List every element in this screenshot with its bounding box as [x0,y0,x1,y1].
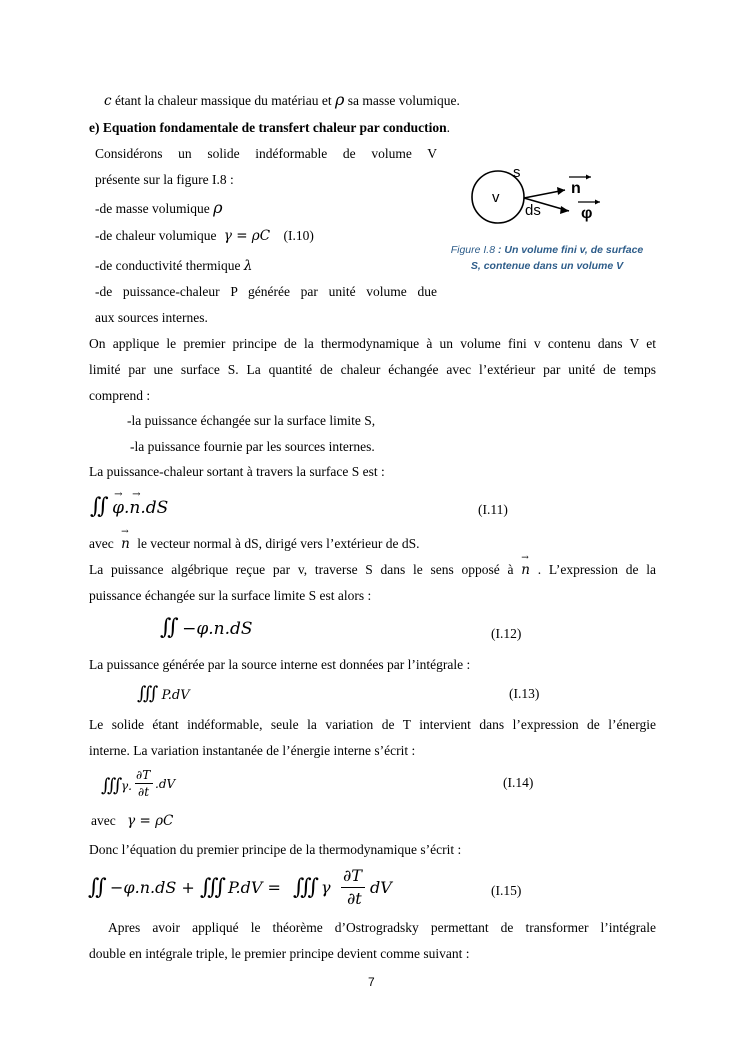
n-arrow-glyph: → [132,489,141,500]
label-ds: ds [525,202,541,219]
label-s: s [513,164,521,181]
intro-line-3 [95,198,223,217]
phi-vector-bar-head [595,200,600,205]
donc-line: Donc l’équation du premier principe de la thermodynamique s’écrit : [89,842,462,857]
n-arrow-2: → [521,553,529,563]
double-integral: ∬ [90,494,109,519]
eq11-expr [112,489,169,518]
para2-text-b: . L’expression de la [537,562,657,577]
para1-line-1: On applique le premier principe de la thermodynamique à un volume fini v contenu dans V et [89,336,656,351]
eq14-den-t: ∂t [138,785,150,799]
eq15-den-t: ∂t [347,889,362,908]
figure-caption [447,242,647,274]
heading-label: e) Equation fondamentale de transfert chaleur par conduction [89,120,447,135]
n-symbol [121,527,130,552]
equation-i13 [137,683,190,704]
chaleur-vol-text: -de chaleur volumique [95,228,217,243]
n-vector-bar-head [586,175,591,180]
equation-i11 [90,489,169,519]
double-integral-2: ∬ [160,615,179,640]
triple-integral: ∭ [137,683,159,704]
triple-integral-4: ∭ [293,875,320,900]
eq14-tail: .dV [155,777,176,791]
symbol-rho: ρ [334,90,345,109]
conductivite-text: -de conductivité thermique [95,258,241,273]
eq14-gamma: γ. [121,779,132,793]
eq14-num-T: ∂T [136,768,151,782]
normal-description: le vecteur normal à dS, dirigé vers l’extérieur de dS. [137,536,420,551]
eq-num-i15: (I.15) [491,883,522,898]
caption-text: : Un volume fini v, de surface S, contenue dans un volume V [470,244,644,272]
avec-word-2: avec [91,813,116,828]
para2-line-1 [89,553,657,578]
para3-line-2: interne. La variation instantanée de l’énergie interne s’écrit : [89,743,416,758]
label-phi: φ [581,205,593,222]
sortant-line: La puissance-chaleur sortant à travers la surface S est : [89,464,385,479]
n-arrow: → [121,527,129,537]
source-line: La puissance générée par la source interne est données par l’intégrale : [89,657,471,672]
eq15-part1: −φ.n.dS + [110,878,195,897]
massique-line [104,90,460,109]
eq-num-i13: (I.13) [509,686,540,701]
para1-line-2: limité par une surface S. La quantité de chaleur échangée avec l’extérieur par unité de temps [89,362,656,377]
n-symbol-2 [521,553,530,578]
figure-i8 [465,160,630,230]
phi-arrow-glyph: → [114,489,123,500]
eq12-expr: −φ.n.dS [182,619,253,639]
label-v: v [492,189,500,206]
avec-gamma-line [91,813,173,829]
intro-line-4 [95,228,314,244]
eq-num-i10: (I.10) [283,228,314,243]
eq15-fraction-bar [341,887,365,888]
para1-line-3: comprend : [89,388,151,403]
masse-vol-text: -de masse volumique [95,201,210,216]
equation-i12 [160,615,253,640]
eq15-num-T: ∂T [343,866,362,885]
eq15-gamma: γ [321,878,331,897]
page-number: 7 [368,975,375,989]
para4-line-2: double en intégrale triple, le premier principe devient comme suivant : [89,946,470,961]
intro-line-6: -de puissance-chaleur P générée par unité volume due [95,284,437,299]
caption-prefix: Figure I.8 [450,244,498,256]
para2-line-2: puissance échangée sur la surface limite S est alors : [89,588,372,603]
double-integral-3: ∬ [88,875,107,900]
symbol-rho-2: ρ [213,198,223,217]
para3-line-1: Le solide étant indéformable, seule la variation de T intervient dans l’expression de l’énergie [89,717,656,732]
n-symbol-2-text: n [521,562,530,578]
avec-word: avec [89,536,114,551]
bullet-1: -la puissance échangée sur la surface limite S, [127,413,376,428]
intro-line-5 [95,258,252,274]
heading-dot: . [446,120,450,135]
section-heading-e [89,120,450,136]
para2-text-a: La puissance algébrique reçue par v, traverse S dans le sens opposé à [89,562,514,577]
eq15-tail: dV [370,878,392,897]
avec-n-line [89,527,420,552]
triple-integral-2: ∭ [101,775,123,796]
massique-text: étant la chaleur massique du matériau et [114,93,332,108]
eq14-fraction-bar [135,783,153,784]
eq-num-i11: (I.11) [478,502,508,517]
symbol-c: c [104,93,112,109]
eq-num-i12: (I.12) [491,626,522,641]
eq15-part2: P.dV = [228,878,281,897]
masse-text: sa masse volumique. [347,93,460,108]
eq11-expr-text: φ.n.dS [112,498,169,518]
gamma-eq: γ = ρC [223,228,271,244]
eq-num-i14: (I.14) [503,775,534,790]
intro-line-2: présente sur la figure I.8 : [95,172,234,187]
intro-line-1: Considérons un solide indéformable de volume V [95,146,437,161]
n-symbol-text: n [121,536,130,552]
para4-line-1: Apres avoir appliqué le théorème d’Ostrogradsky permettant de transformer l’intégrale [108,920,656,935]
symbol-lambda: λ [243,258,253,274]
intro-line-7: aux sources internes. [95,310,208,325]
eq13-expr: P.dV [161,688,190,703]
bullet-2: -la puissance fournie par les sources internes. [130,439,375,454]
triple-integral-3: ∭ [200,875,227,900]
gamma-eq-2: γ = ρC [127,813,174,829]
label-n: n [571,180,581,197]
